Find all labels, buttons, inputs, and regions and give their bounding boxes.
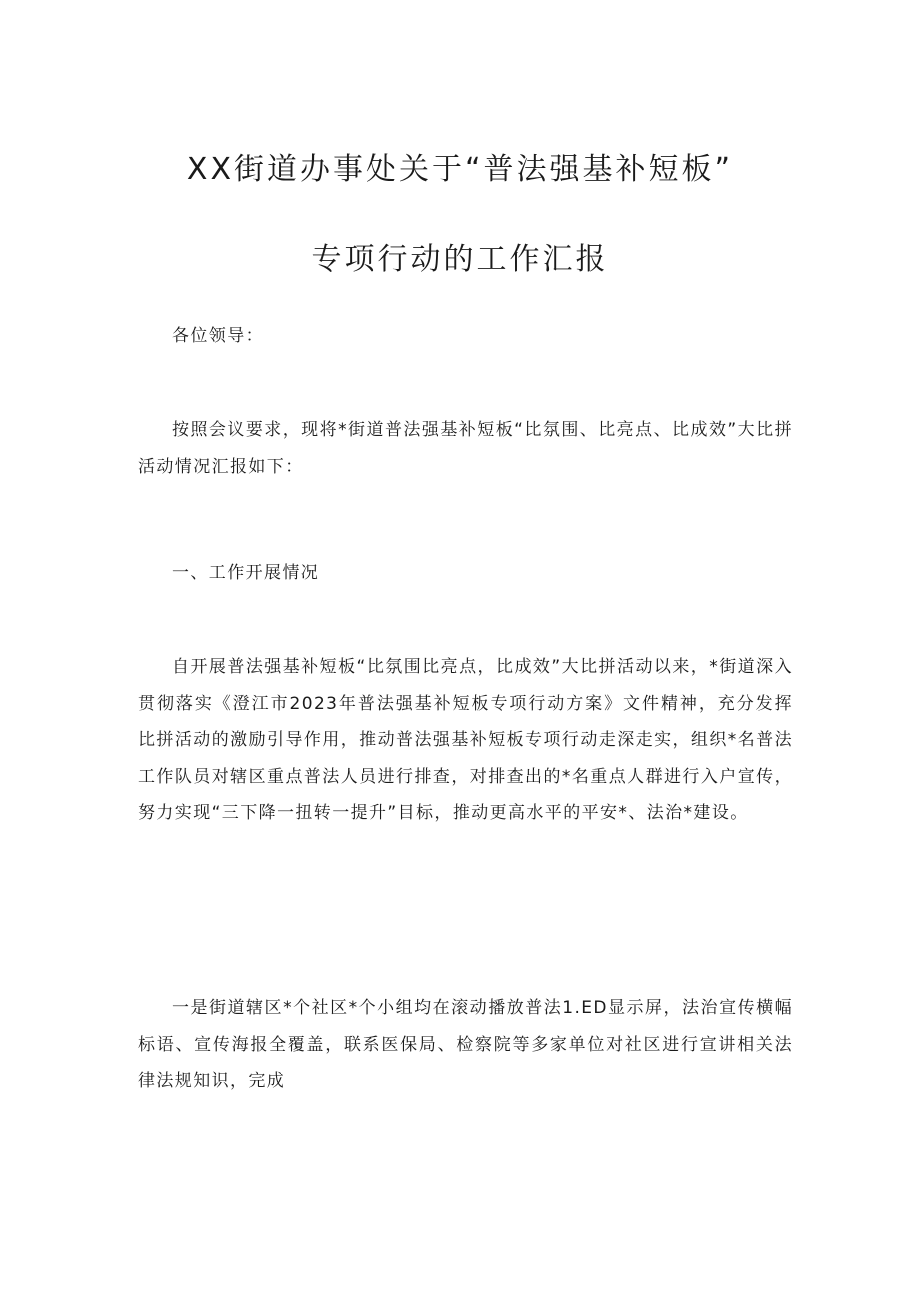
body-paragraph-1: 自开展普法强基补短板“比氛围比亮点，比成效”大比拼活动以来，*街道深入贯彻落实《澄江市2023年普法强基补短板专项行动方案》文件精神，充分发挥比拼活动的激励引导作用，推动普法强基补短板专项行动走深走实，组织*名普法工作队员对辖区重点普法人员进行排查，对排查出的*名重点人群进行入户宣传，努力实现“三下降一扭转一提升”目标，推动更高水平的平安*、法治*建设。 bbox=[138, 657, 793, 823]
intro-paragraph: 按照会议要求，现将*街道普法强基补短板“比氛围、比亮点、比成效”大比拼活动情况汇报如下： bbox=[138, 420, 793, 477]
body-paragraph-2: 一是街道辖区*个社区*个小组均在滚动播放普法1.ED显示屏，法治宣传横幅标语、宣传海报全覆盖，联系医保局、检察院等多家单位对社区进行宣讲相关法律法规知识，完成 bbox=[138, 998, 793, 1091]
section-heading: 一、工作开展情况 bbox=[172, 563, 320, 583]
document-title-line-1: XX街道办事处关于“普法强基补短板” bbox=[186, 152, 734, 187]
document-title-line-2: 专项行动的工作汇报 bbox=[311, 242, 609, 277]
salutation: 各位领导： bbox=[172, 326, 264, 346]
